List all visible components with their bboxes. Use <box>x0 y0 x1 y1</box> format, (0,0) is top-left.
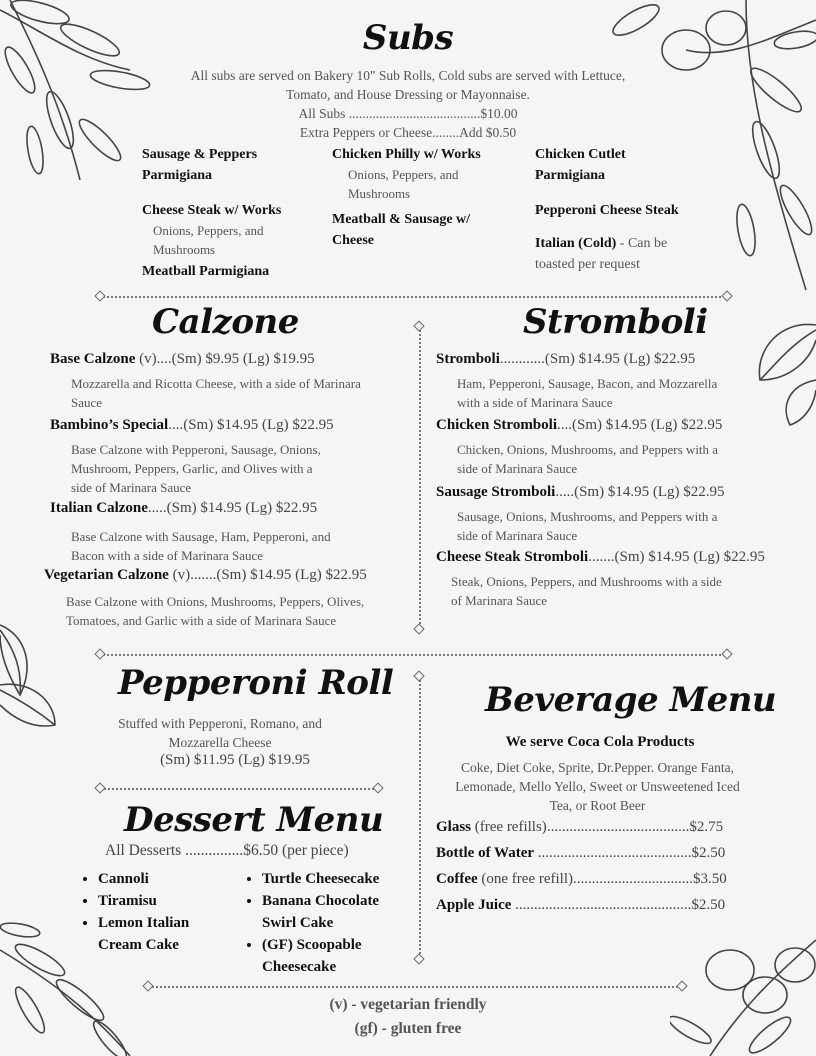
subs-intro-line-1: All subs are served on Bakery 10" Sub Rolls, Cold subs are served with Lettuce, <box>190 68 626 83</box>
calzone-item-name: Bambino’s Special <box>50 417 169 433</box>
beverage-name: Coffee <box>436 871 478 887</box>
beverage-leader: ...................................... <box>546 819 690 835</box>
divider-end-diamond <box>372 782 383 793</box>
sub-item-name: Sausage & Peppers Parmigiana <box>142 147 258 183</box>
divider-end-diamond <box>94 782 105 793</box>
calzone-item <box>50 414 410 497</box>
subs-title: Subs <box>362 18 454 58</box>
dessert-list-2 <box>242 868 407 978</box>
stromboli-item <box>436 414 776 478</box>
stromboli-item-price: .....(Sm) $14.95 (Lg) $22.95 <box>555 484 725 500</box>
pepperoni-roll-price: (Sm) $11.95 (Lg) $19.95 <box>160 752 310 768</box>
stromboli-item <box>436 348 776 412</box>
calzone-item-tag: (v) <box>168 567 191 583</box>
stromboli-item-desc: Sausage, Onions, Mushrooms, and Peppers with a side of Marinara Sauce <box>457 509 718 543</box>
calzone-item-line <box>50 414 410 436</box>
sub-item-name: Cheese Steak w/ Works <box>142 203 282 218</box>
sub-item-name: Meatball & Sausage w/ Cheese <box>332 212 471 248</box>
stromboli-item-line <box>436 481 776 503</box>
dessert-item: • (GF) Scoopable Cheesecake <box>262 934 407 978</box>
stromboli-item-line <box>436 414 776 436</box>
pepperoni-roll-desc: Stuffed with Pepperoni, Romano, and Mozzarella Cheese <box>118 716 322 750</box>
divider-pepperoni <box>100 788 378 790</box>
subs-intro-line-2: Tomato, and House Dressing or Mayonnaise. <box>286 87 530 102</box>
sub-item-name: Meatball Parmigiana <box>142 264 270 279</box>
basil-leaf-icon <box>0 615 60 765</box>
beverage-note: (free refills) <box>471 819 547 835</box>
subs-extra-line: Extra Peppers or Cheese........Add $0.50 <box>299 125 517 140</box>
sub-item-note: - Can be toasted per request <box>535 236 668 272</box>
sub-item-italian <box>535 233 695 275</box>
subs-column-3 <box>535 144 705 275</box>
dessert-price-line: All Desserts ...............$6.50 (per piece) <box>105 842 349 859</box>
calzone-item-name: Italian Calzone <box>50 500 148 516</box>
beverage-title: Beverage Menu <box>485 680 777 720</box>
calzone-item-desc: Base Calzone with Pepperoni, Sausage, Onions, Mushroom, Peppers, Garlic, and Olives with a side of Marinara Sauce <box>71 442 321 495</box>
subs-price-line: All Subs .......................................$10.00 <box>298 106 518 121</box>
calzone-item-tag: (v) <box>135 351 157 367</box>
beverage-row <box>436 814 776 840</box>
beverage-row <box>436 866 776 892</box>
beverage-leader: ............................................... <box>511 897 692 913</box>
sub-item-desc: Onions, Peppers, and Mushrooms <box>348 167 459 201</box>
stromboli-item-desc: Steak, Onions, Peppers, and Mushrooms with a side of Marinara Sauce <box>451 574 722 608</box>
divider-end-diamond <box>721 648 732 659</box>
calzone-item <box>50 497 410 565</box>
dessert-item: • Lemon Italian Cream Cake <box>98 912 218 956</box>
stromboli-item <box>436 481 776 545</box>
calzone-item-name: Vegetarian Calzone <box>44 567 169 583</box>
stromboli-item-line <box>436 348 776 370</box>
subs-column-2 <box>332 144 492 251</box>
divider-end-diamond <box>413 320 424 331</box>
stromboli-title: Stromboli <box>523 302 708 342</box>
sub-item-name: Chicken Cutlet Parmigiana <box>535 147 626 183</box>
beverage-name: Glass <box>436 819 472 835</box>
stromboli-item-name: Chicken Stromboli <box>436 417 557 433</box>
divider-bottom <box>148 986 682 988</box>
beverage-price: $3.50 <box>693 871 727 887</box>
stromboli-item-name: Sausage Stromboli <box>436 484 556 500</box>
sub-item-desc: Onions, Peppers, and Mushrooms <box>153 223 264 257</box>
divider-end-diamond <box>94 648 105 659</box>
calzone-item-price: .......(Sm) $14.95 (Lg) $22.95 <box>190 567 367 583</box>
pepperoni-roll-title: Pepperoni Roll <box>118 663 394 703</box>
dessert-title: Dessert Menu <box>124 800 384 840</box>
calzone-item-desc: Mozzarella and Ricotta Cheese, with a side of Marinara Sauce <box>71 376 361 410</box>
divider-end-diamond <box>94 290 105 301</box>
legend-vegetarian: (v) - vegetarian friendly <box>329 996 487 1013</box>
beverage-name: Bottle of Water <box>436 845 535 861</box>
divider-end-diamond <box>413 623 424 634</box>
stromboli-item-name: Cheese Steak Stromboli <box>436 549 589 565</box>
divider-end-diamond <box>413 670 424 681</box>
beverage-price-list <box>436 814 776 918</box>
stromboli-item-line <box>436 546 766 568</box>
beverage-note: (one free refill) <box>477 871 573 887</box>
sub-item-name: Italian (Cold) <box>535 236 617 251</box>
divider-vertical-top <box>419 326 421 628</box>
divider-vertical-bottom <box>419 676 421 958</box>
calzone-item-price: .....(Sm) $14.95 (Lg) $22.95 <box>147 500 318 516</box>
dessert-list-1 <box>78 868 218 956</box>
dessert-item: • Turtle Cheesecake <box>262 868 407 890</box>
beverage-row <box>436 840 776 866</box>
dessert-item: • Cannoli <box>98 868 218 890</box>
calzone-item-price: ....(Sm) $9.95 (Lg) $19.95 <box>156 351 315 367</box>
stromboli-item-price: ............(Sm) $14.95 (Lg) $22.95 <box>499 351 696 367</box>
stromboli-item-name: Stromboli <box>436 351 500 367</box>
calzone-item <box>50 348 410 412</box>
dessert-item: • Banana Chocolate Swirl Cake <box>262 890 407 934</box>
beverage-price: $2.50 <box>691 845 726 861</box>
calzone-item <box>44 564 414 630</box>
beverage-row <box>436 892 776 918</box>
subs-column-1 <box>142 144 292 282</box>
beverage-price: $2.50 <box>691 897 726 913</box>
divider-middle <box>100 654 728 656</box>
calzone-item-line <box>50 348 410 370</box>
divider-subs <box>100 296 728 298</box>
beverage-subtitle: We serve Coca Cola Products <box>505 734 695 750</box>
beverage-price: $2.75 <box>689 819 724 835</box>
calzone-item-line <box>44 564 414 586</box>
beverage-leader: ......................................... <box>534 845 692 861</box>
beverage-name: Apple Juice <box>436 897 512 913</box>
beverage-list: Coke, Diet Coke, Sprite, Dr.Pepper. Orange Fanta, Lemonade, Mello Yello, Sweet or Unsweetened Iced Tea, or Root Beer <box>455 760 740 813</box>
calzone-item-desc: Base Calzone with Onions, Mushrooms, Peppers, Olives, Tomatoes, and Garlic with a side of Marinara Sauce <box>66 594 365 628</box>
calzone-item-line <box>50 497 410 519</box>
legend-gluten-free: (gf) - gluten free <box>354 1020 462 1037</box>
sub-item-name: Chicken Philly w/ Works <box>332 147 481 162</box>
sub-item-name: Pepperoni Cheese Steak <box>535 203 679 218</box>
calzone-item-name: Base Calzone <box>50 351 136 367</box>
stromboli-item <box>436 546 766 610</box>
calzone-item-desc: Base Calzone with Sausage, Ham, Pepperoni, and Bacon with a side of Marinara Sauce <box>71 529 331 563</box>
stromboli-item-price: .......(Sm) $14.95 (Lg) $22.95 <box>588 549 765 565</box>
divider-end-diamond <box>413 953 424 964</box>
stromboli-item-desc: Ham, Pepperoni, Sausage, Bacon, and Mozzarella with a side of Marinara Sauce <box>457 376 718 410</box>
subs-intro <box>150 66 666 142</box>
stromboli-item-desc: Chicken, Onions, Mushrooms, and Peppers with a side of Marinara Sauce <box>457 442 719 476</box>
dessert-item: • Tiramisu <box>98 890 218 912</box>
beverage-leader: ................................ <box>573 871 693 887</box>
calzone-title: Calzone <box>152 302 299 342</box>
stromboli-item-price: ....(Sm) $14.95 (Lg) $22.95 <box>557 417 723 433</box>
calzone-item-price: ....(Sm) $14.95 (Lg) $22.95 <box>168 417 334 433</box>
